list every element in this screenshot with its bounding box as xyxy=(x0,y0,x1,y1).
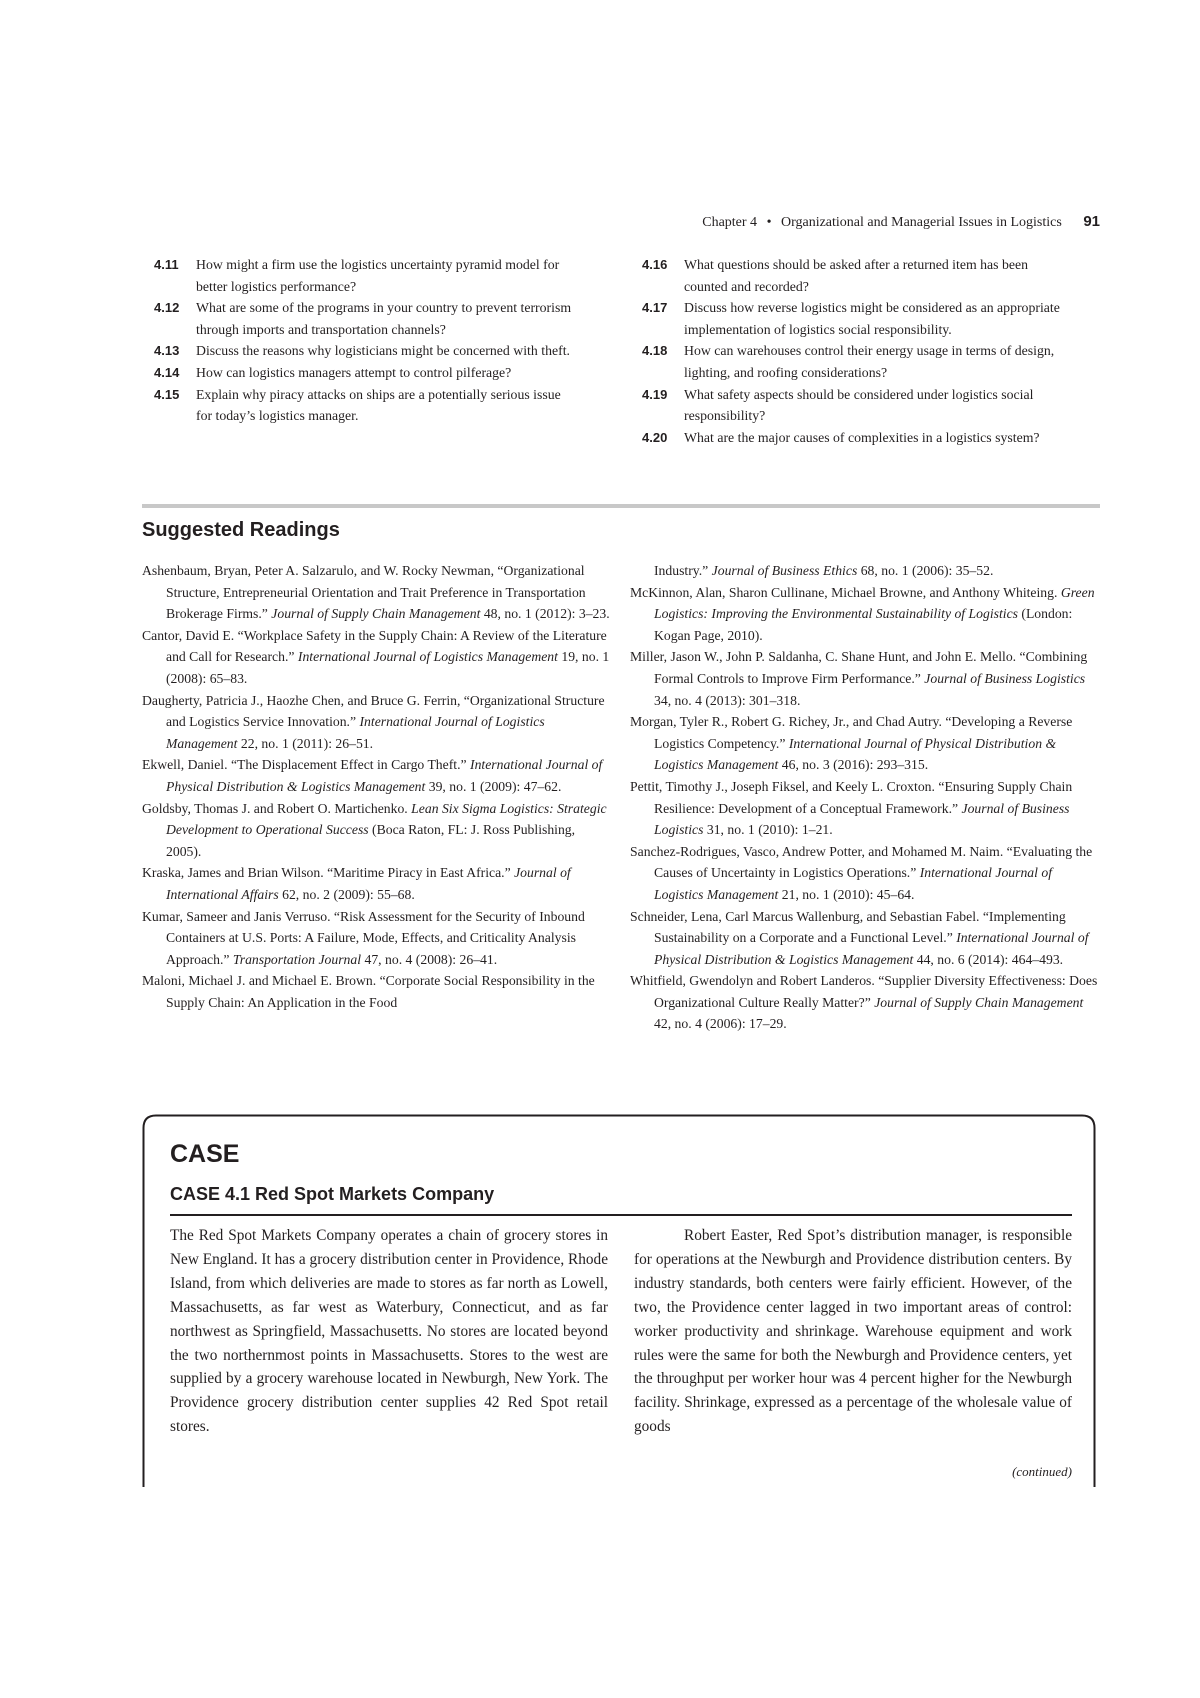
question-text: How can logistics managers attempt to control pilferage? xyxy=(196,364,512,380)
case-text-left: The Red Spot Markets Company operates a chain of grocery stores in New England. It has a grocery distribution center in Providence, Rhode Island, from which deliveries are made to stores as far north as Lowell, Massachusetts, as far west as Waterbury, Connecticut, and as far northwest as Springfield, Massachusetts. No stores are located beyond the two northernmost points in Massachusetts. Stores to the west are supplied by a grocery warehouse located in Newburgh, New York. The Providence grocery distribution center supplies 42 Red Spot retail stores. xyxy=(170,1227,608,1436)
reference-entry xyxy=(630,582,1100,647)
section-divider xyxy=(142,504,1100,508)
ref-text: Cantor, David E. “Workplace Safety in the Supply Chain: A Review of the Literature and Call for Research.” xyxy=(142,627,607,665)
ref-citation: (Boca Raton, FL: J. Ross Publishing, 2005). xyxy=(166,822,576,859)
ref-journal: Journal of Business Ethics xyxy=(711,563,858,578)
question-text: Discuss the reasons why logisticians might be concerned with theft. xyxy=(196,343,570,359)
case-label: CASE xyxy=(170,1140,240,1168)
ref-citation: 42, no. 4 (2006): 17–29. xyxy=(654,1016,787,1032)
case-box xyxy=(142,1114,1096,1487)
ref-journal: Journal of International Affairs xyxy=(166,865,571,902)
ref-text: Ekwell, Daniel. “The Displacement Effect in Cargo Theft.” xyxy=(142,757,471,773)
suggested-readings-heading: Suggested Readings xyxy=(142,519,340,541)
question-number: 4.20 xyxy=(642,429,668,445)
reference-entry xyxy=(630,970,1100,1035)
continued-note: (continued) xyxy=(1012,1464,1072,1479)
question-item xyxy=(154,340,574,362)
ref-journal: Journal of Supply Chain Management xyxy=(874,994,1084,1010)
ref-citation: 48, no. 1 (2012): 3–23. xyxy=(480,606,610,622)
questions-left-column xyxy=(154,254,574,427)
question-number: 4.15 xyxy=(154,386,180,402)
reference-entry xyxy=(142,754,612,797)
question-text: Discuss how reverse logistics might be considered as an appropriate implementation of logistics social responsibility. xyxy=(684,300,1060,337)
question-number: 4.17 xyxy=(642,300,668,316)
ref-text: Goldsby, Thomas J. and Robert O. Martichenko. xyxy=(142,800,412,816)
ref-text: Whitfield, Gwendolyn and Robert Landeros. “Supplier Diversity Effectiveness: Does Organizational Culture Really Matter?” xyxy=(630,973,1098,1010)
reference-entry xyxy=(142,970,612,1013)
ref-text: Ashenbaum, Bryan, Peter A. Salzarulo, and W. Rocky Newman, “Organizational Structure, Entrepreneurial Orientation and Trait Preference in Transportation Brokerage Firms.” xyxy=(142,563,586,622)
question-item xyxy=(642,384,1062,427)
reference-entry xyxy=(142,690,612,755)
chapter-title: Organizational and Managerial Issues in Logistics xyxy=(780,215,1062,230)
ref-journal: International Journal of Physical Distribution & Logistics Management xyxy=(166,757,603,794)
ref-journal: Journal of Business Logistics xyxy=(654,800,1070,838)
ref-journal: International Journal of Logistics Management xyxy=(654,865,1053,902)
ref-journal: International Journal of Logistics Management xyxy=(166,714,545,751)
question-text: What questions should be asked after a returned item has been counted and recorded? xyxy=(684,257,1029,294)
ref-citation: 47, no. 4 (2008): 26–41. xyxy=(361,951,498,967)
running-header xyxy=(620,213,1100,233)
ref-text: Sanchez-Rodrigues, Vasco, Andrew Potter, and Mohamed M. Naim. “Evaluating the Causes of Uncertainty in Logistics Operations.” xyxy=(630,843,1093,881)
ref-text: Pettit, Timothy J., Joseph Fiksel, and Keely L. Croxton. “Ensuring Supply Chain Resilience: Development of a Conceptual Framework.” xyxy=(630,778,1073,816)
ref-text: McKinnon, Alan, Sharon Cullinane, Michael Browne, and Anthony Whiteing. xyxy=(630,584,1061,600)
ref-text: Kraska, James and Brian Wilson. “Maritime Piracy in East Africa.” xyxy=(142,865,515,881)
ref-journal: Lean Six Sigma Logistics: Strategic Development to Operational Success xyxy=(166,800,607,838)
reference-entry xyxy=(142,862,612,905)
question-item xyxy=(154,254,574,297)
ref-text: Miller, Jason W., John P. Saldanha, C. Shane Hunt, and John E. Mello. “Combining Formal Controls to Improve Firm Performance.” xyxy=(630,649,1088,686)
question-number: 4.18 xyxy=(642,343,668,359)
header-separator: • xyxy=(766,215,772,230)
chapter-label: Chapter 4 xyxy=(702,215,758,230)
ref-citation: 62, no. 2 (2009): 55–68. xyxy=(278,886,415,902)
readings-right-column xyxy=(630,560,1100,1035)
case-title-rule xyxy=(170,1214,1072,1216)
reference-entry xyxy=(142,798,612,863)
question-item xyxy=(154,384,574,427)
question-number: 4.13 xyxy=(154,343,180,359)
reference-entry xyxy=(630,646,1100,711)
question-item xyxy=(642,340,1062,383)
reference-entry xyxy=(142,560,612,625)
question-item xyxy=(154,297,574,340)
ref-citation: 39, no. 1 (2009): 47–62. xyxy=(425,778,562,794)
ref-text: Maloni, Michael J. and Michael E. Brown. “Corporate Social Responsibility in the Supply Chain: An Application in the Food xyxy=(142,973,595,1010)
reference-entry xyxy=(630,711,1100,776)
reference-entry xyxy=(630,906,1100,971)
question-text: How might a firm use the logistics uncertainty pyramid model for better logistics performance? xyxy=(196,257,560,294)
case-title: CASE 4.1 Red Spot Markets Company xyxy=(170,1184,495,1204)
reference-entry xyxy=(630,776,1100,841)
page-number: 91 xyxy=(1083,213,1100,230)
case-text-right: Robert Easter, Red Spot’s distribution manager, is responsible for operations at the Newburgh and Providence distribution centers. By industry standards, both centers were fairly efficient. However, of the two, the Providence center lagged in two important areas of control: worker productivity and shrinkage. Warehouse equipment and work rules were the same for both the Newburgh and Providence centers, yet the throughput per worker hour was 4 percent higher for the Newburgh facility. Shrinkage, expressed as a percentage of the wholesale value of goods xyxy=(634,1227,1072,1436)
ref-citation: 19, no. 1 (2008): 65–83. xyxy=(166,649,610,686)
question-item xyxy=(642,254,1062,297)
question-item xyxy=(642,427,1062,449)
ref-journal: International Journal of Physical Distribution & Logistics Management xyxy=(654,930,1089,967)
question-text: What are some of the programs in your country to prevent terrorism through imports and transportation channels? xyxy=(196,300,572,337)
reference-entry xyxy=(142,906,612,971)
question-text: What are the major causes of complexities in a logistics system? xyxy=(684,429,1040,445)
question-text: Explain why piracy attacks on ships are a potentially serious issue for today’s logistics manager. xyxy=(196,386,561,424)
ref-citation: 21, no. 1 (2010): 45–64. xyxy=(778,886,915,902)
ref-text: Schneider, Lena, Carl Marcus Wallenburg, and Sebastian Fabel. “Implementing Sustainability on a Corporate and a Functional Level.” xyxy=(630,908,1066,946)
question-text: What safety aspects should be considered under logistics social responsibility? xyxy=(684,386,1034,424)
ref-journal: International Journal of Physical Distribution & Logistics Management xyxy=(654,735,1057,773)
reference-entry xyxy=(142,625,612,690)
ref-citation: (London: Kogan Page, 2010). xyxy=(654,606,1073,643)
ref-citation: 46, no. 3 (2016): 293–315. xyxy=(778,757,929,773)
question-number: 4.16 xyxy=(642,257,668,272)
ref-journal: Green Logistics: Improving the Environmental Sustainability of Logistics xyxy=(654,584,1095,622)
question-item xyxy=(642,297,1062,340)
ref-text: Morgan, Tyler R., Robert G. Richey, Jr., and Chad Autry. “Developing a Reverse Logistics Competency.” xyxy=(630,714,1073,751)
ref-journal: Journal of Supply Chain Management xyxy=(271,606,481,622)
ref-text: Daugherty, Patricia J., Haozhe Chen, and Bruce G. Ferrin, “Organizational Structure and Logistics Service Innovation.” xyxy=(142,692,605,730)
reference-continuation xyxy=(630,560,1100,582)
question-number: 4.12 xyxy=(154,300,180,316)
ref-citation: 44, no. 6 (2014): 464–493. xyxy=(913,951,1064,967)
ref-text: Kumar, Sameer and Janis Verruso. “Risk Assessment for the Security of Inbound Containers at U.S. Ports: A Failure, Mode, Effects, and Criticality Analysis Approach.” xyxy=(142,908,585,967)
reference-entry xyxy=(630,841,1100,906)
readings-left-column xyxy=(142,560,612,1013)
ref-citation: 68, no. 1 (2006): 35–52. xyxy=(857,563,994,578)
ref-citation: 31, no. 1 (2010): 1–21. xyxy=(703,822,833,838)
ref-citation: 22, no. 1 (2011): 26–51. xyxy=(237,735,374,751)
ref-journal: Journal of Business Logistics xyxy=(924,670,1086,686)
question-number: 4.14 xyxy=(154,364,180,380)
question-text: How can warehouses control their energy usage in terms of design, lighting, and roofing considerations? xyxy=(684,343,1055,380)
ref-citation: 34, no. 4 (2013): 301–318. xyxy=(654,692,801,708)
ref-journal: International Journal of Logistics Management xyxy=(297,649,558,665)
question-number: 4.19 xyxy=(642,386,668,402)
questions-right-column xyxy=(642,254,1062,448)
ref-journal: Transportation Journal xyxy=(232,951,362,967)
question-number: 4.11 xyxy=(154,257,179,272)
question-item xyxy=(154,362,574,384)
ref-text: Industry.” xyxy=(654,563,712,578)
